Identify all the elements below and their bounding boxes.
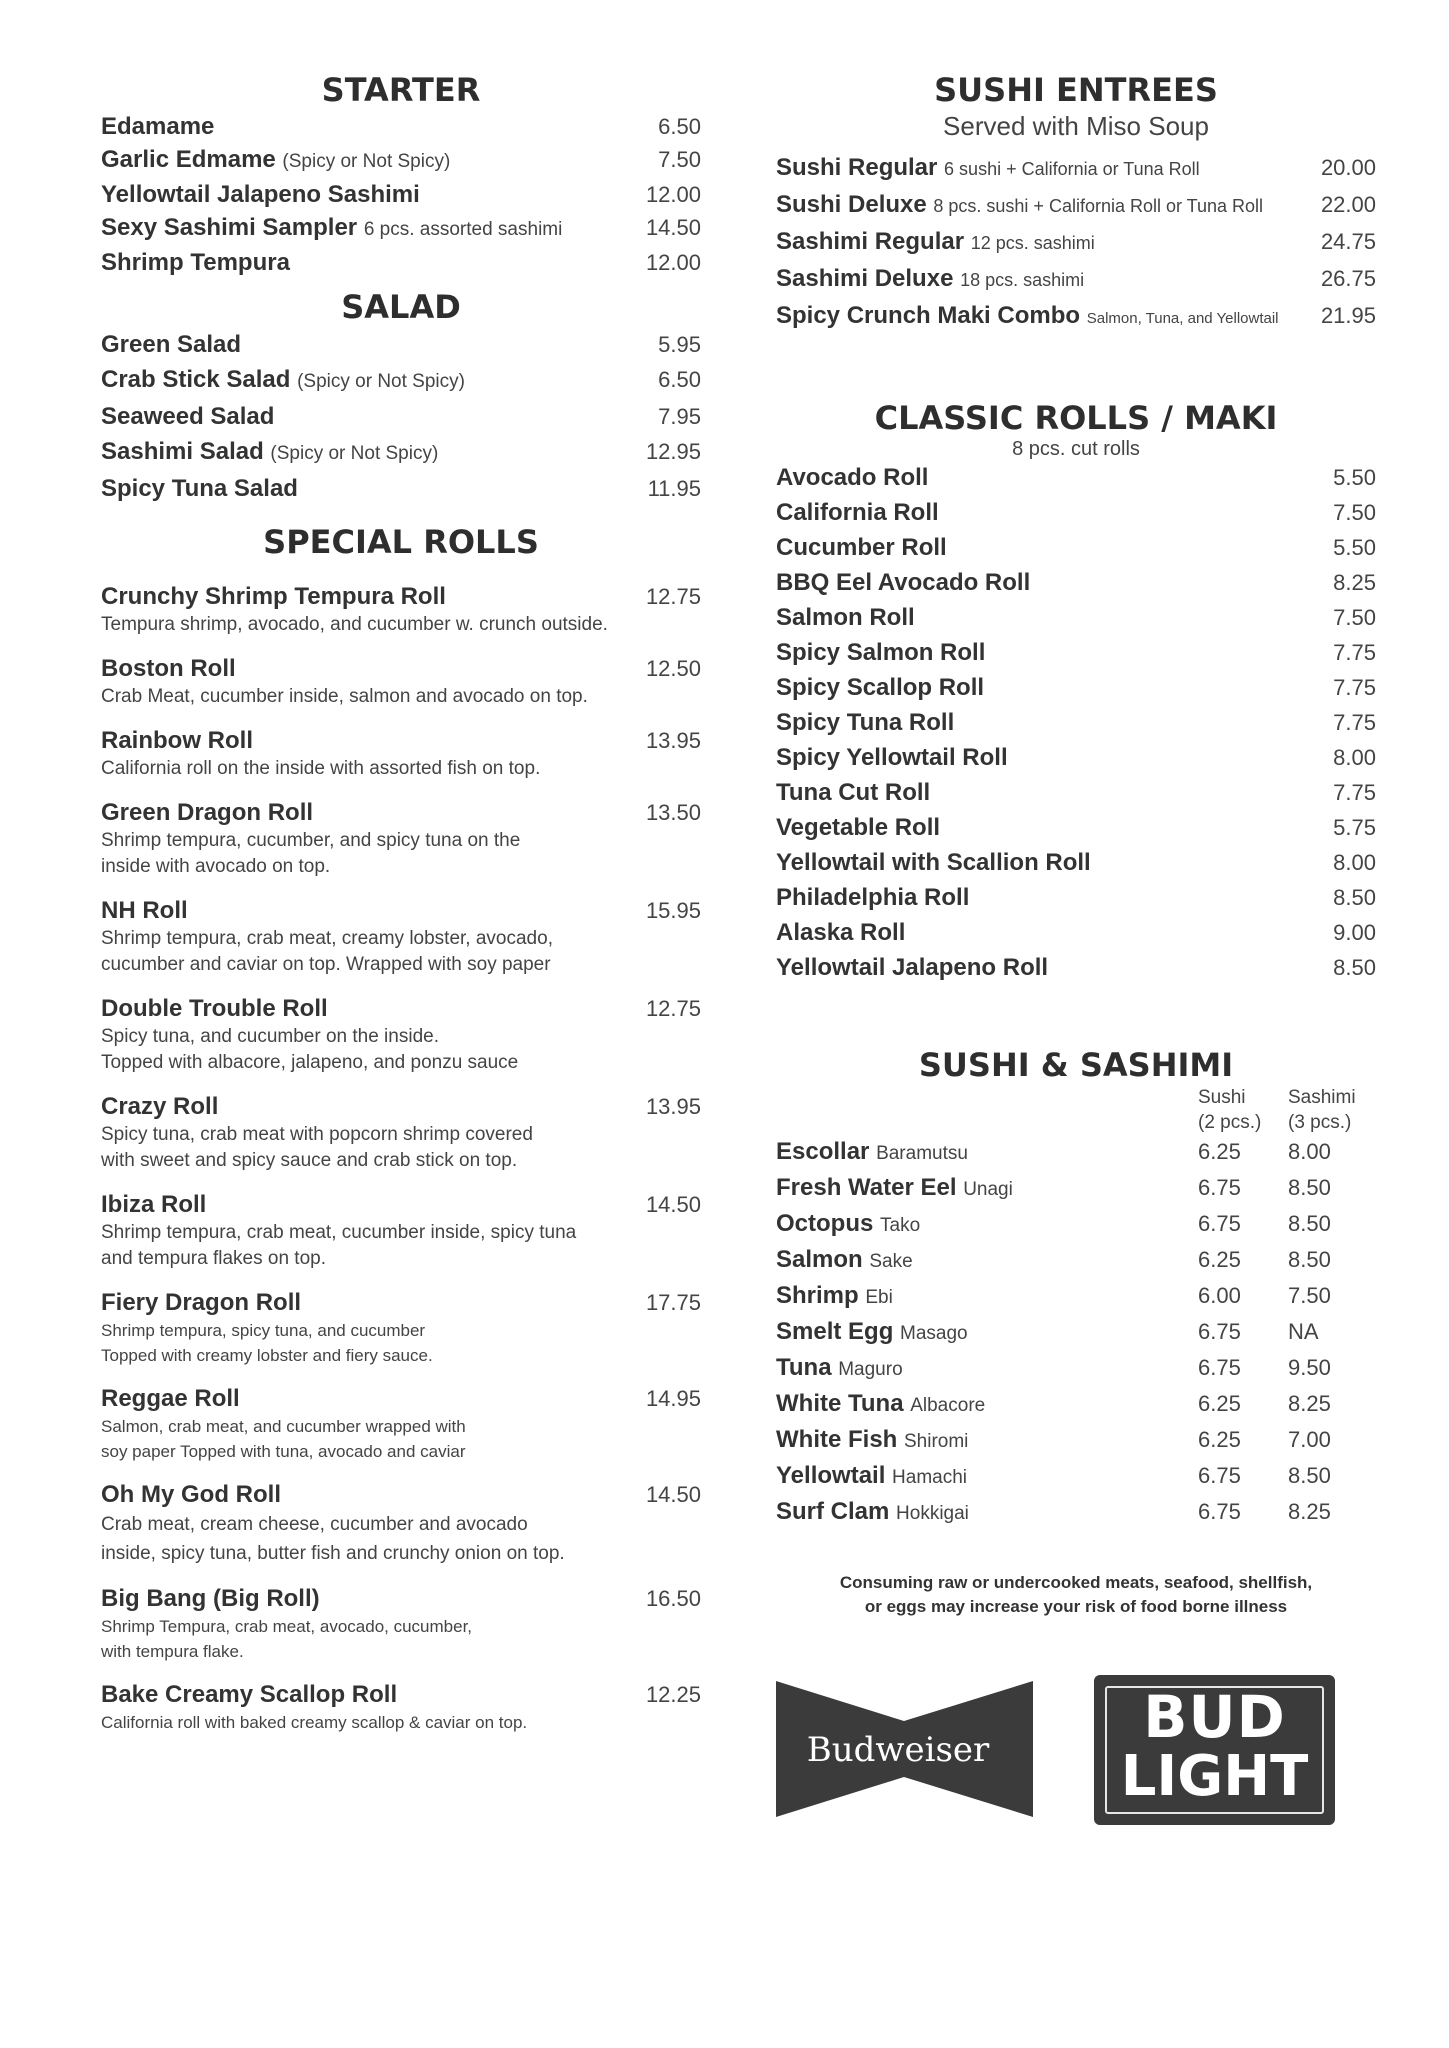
item-note: (Spicy or Not Spicy) xyxy=(297,371,465,392)
item-name: Yellowtail with Scallion Roll xyxy=(776,849,1091,876)
table-row: Escollar Baramutsu 6.25 8.00 xyxy=(776,1138,1331,1165)
table-row: Salmon Sake 6.25 8.50 xyxy=(776,1246,1331,1273)
item-price: 12.50 xyxy=(645,656,701,681)
item-price: 8.00 xyxy=(1333,850,1376,875)
item-name: NH Roll xyxy=(101,897,188,924)
item-description: Shrimp tempura, spicy tuna, and cucumber Topped with creamy lobster and fiery sauce. xyxy=(101,1321,433,1365)
item-price: 6.50 xyxy=(658,367,701,392)
menu-item xyxy=(776,635,1376,670)
item-price: 7.75 xyxy=(1333,710,1376,735)
item-name: Fiery Dragon Roll xyxy=(101,1289,302,1316)
menu-item xyxy=(776,845,1376,880)
menu-item xyxy=(101,327,701,362)
menu-item xyxy=(776,740,1376,775)
item-price: 9.00 xyxy=(1333,920,1376,945)
item-description: California roll on the inside with assorted fish on top. xyxy=(101,758,541,779)
item-note: 6 sushi + California or Tuna Roll xyxy=(944,159,1200,179)
menu-item xyxy=(776,810,1376,845)
roll-item xyxy=(101,582,701,638)
salad-title: SALAD xyxy=(341,288,461,326)
svg-text:Budweiser: Budweiser xyxy=(806,1730,990,1770)
item-name: BBQ Eel Avocado Roll xyxy=(776,569,1031,596)
item-note: (Spicy or Not Spicy) xyxy=(282,151,451,172)
item-price: 13.95 xyxy=(645,1094,701,1119)
item-name: Seaweed Salad xyxy=(101,403,275,430)
roll-item xyxy=(101,1480,701,1568)
item-price: 7.75 xyxy=(1333,780,1376,805)
item-note: 18 pcs. sashimi xyxy=(960,270,1085,290)
item-name: Spicy Salmon Roll xyxy=(776,639,986,666)
item-price: 7.95 xyxy=(658,404,701,429)
item-price: 17.75 xyxy=(645,1290,701,1315)
item-name: Spicy Crunch Maki Combo Salmon, Tuna, and Yellowtail xyxy=(776,302,1279,329)
item-description: Crab Meat, cucumber inside, salmon and avocado on top. xyxy=(101,686,588,707)
table-row: Yellowtail Hamachi 6.75 8.50 xyxy=(776,1462,1331,1489)
right-column xyxy=(776,70,1376,1825)
item-name: Sushi Deluxe 8 pcs. sushi + California Roll or Tuna Roll xyxy=(776,191,1264,218)
item-name: Sashimi Salad (Spicy or Not Spicy) xyxy=(101,438,439,465)
bud-light-logo: BUD LIGHT xyxy=(1094,1675,1335,1825)
sushi-entrees-subtitle: Served with Miso Soup xyxy=(943,111,1209,141)
menu-item xyxy=(101,471,701,506)
item-name: Crab Stick Salad (Spicy or Not Spicy) xyxy=(101,366,465,393)
item-price: 7.50 xyxy=(1333,605,1376,630)
item-price: 21.95 xyxy=(1320,303,1376,328)
item-price: 20.00 xyxy=(1320,155,1376,180)
item-price: 5.95 xyxy=(658,332,701,357)
menu-item xyxy=(776,950,1376,985)
table-row: White Fish Shiromi 6.25 7.00 xyxy=(776,1426,1331,1453)
menu-item xyxy=(776,915,1376,950)
menu-item xyxy=(101,399,701,434)
item-name: Bake Creamy Scallop Roll xyxy=(101,1681,398,1708)
menu-item xyxy=(776,670,1376,705)
item-price: 6.50 xyxy=(658,114,701,139)
item-price: 15.95 xyxy=(645,898,701,923)
item-description: Shrimp tempura, crab meat, cucumber inside, spicy tuna and tempura flakes on top. xyxy=(101,1222,577,1269)
item-name: Salmon Roll xyxy=(776,604,915,631)
item-name: Vegetable Roll xyxy=(776,814,941,841)
item-name: Rainbow Roll xyxy=(101,727,253,754)
item-description: Shrimp tempura, cucumber, and spicy tuna on the inside with avocado on top. xyxy=(101,830,521,877)
item-description: Crab meat, cream cheese, cucumber and avocado inside, spicy tuna, butter fish and crunchy onion on top. xyxy=(101,1514,565,1564)
starter-title: STARTER xyxy=(321,71,481,109)
menu-item xyxy=(776,705,1376,740)
table-row: Tuna Maguro 6.75 9.50 xyxy=(776,1354,1331,1381)
starter-list xyxy=(101,110,701,279)
item-price: 16.50 xyxy=(645,1586,701,1611)
item-price: 12.95 xyxy=(645,439,701,464)
roll-item xyxy=(101,1288,701,1368)
food-safety-warning: Consuming raw or undercooked meats, seafood, shellfish, or eggs may increase your risk of food borne illness xyxy=(839,1573,1313,1616)
item-price: 7.75 xyxy=(1333,640,1376,665)
item-price: 12.25 xyxy=(645,1682,701,1707)
sashimi-column-header: Sashimi (3 pcs.) xyxy=(1288,1087,1356,1133)
item-name: Edamame xyxy=(101,113,215,140)
item-note: 8 pcs. sushi + California Roll or Tuna Roll xyxy=(933,196,1264,216)
menu-item xyxy=(101,178,701,211)
sushi-entrees-list xyxy=(776,150,1376,336)
menu-item xyxy=(101,143,701,178)
menu-item xyxy=(101,362,701,399)
item-price: 24.75 xyxy=(1320,229,1376,254)
item-price: 11.95 xyxy=(647,476,701,501)
roll-item xyxy=(101,798,701,880)
sushi-entrees-title: SUSHI ENTREES xyxy=(934,71,1218,109)
sushi-sashimi-list xyxy=(776,1135,1376,1531)
menu-item xyxy=(776,460,1376,495)
table-row: Smelt Egg Masago 6.75 NA xyxy=(776,1318,1319,1345)
item-name: Philadelphia Roll xyxy=(776,884,970,911)
item-description: Spicy tuna, and cucumber on the inside. Topped with albacore, jalapeno, and ponzu sauce xyxy=(101,1026,519,1073)
menu-item xyxy=(776,187,1376,224)
item-price: 13.95 xyxy=(645,728,701,753)
item-note: 6 pcs. assorted sashimi xyxy=(363,219,563,240)
table-row: Surf Clam Hokkigai 6.75 8.25 xyxy=(776,1498,1331,1525)
classic-rolls-subtitle: 8 pcs. cut rolls xyxy=(1012,438,1140,460)
item-price: 22.00 xyxy=(1320,192,1376,217)
item-price: 13.50 xyxy=(645,800,701,825)
item-price: 12.00 xyxy=(645,182,701,207)
salad-list xyxy=(101,327,701,506)
menu-item xyxy=(776,530,1376,565)
table-row: Shrimp Ebi 6.00 7.50 xyxy=(776,1282,1331,1309)
beer-logos xyxy=(776,1675,1376,1825)
item-name: Big Bang (Big Roll) xyxy=(101,1585,320,1612)
item-name: Crunchy Shrimp Tempura Roll xyxy=(101,583,446,610)
item-name: Sushi Regular 6 sushi + California or Tuna Roll xyxy=(776,154,1200,181)
item-note: 12 pcs. sashimi xyxy=(970,233,1095,253)
item-price: 14.95 xyxy=(645,1386,701,1411)
menu-item xyxy=(101,211,701,246)
menu-item xyxy=(776,775,1376,810)
item-name: California Roll xyxy=(776,499,939,526)
item-name: Tuna Cut Roll xyxy=(776,779,931,806)
item-price: 8.00 xyxy=(1333,745,1376,770)
item-price: 7.50 xyxy=(658,147,701,172)
menu-item xyxy=(776,150,1376,187)
roll-item xyxy=(101,1092,701,1174)
item-name: Sashimi Deluxe 18 pcs. sashimi xyxy=(776,265,1085,292)
item-price: 7.50 xyxy=(1333,500,1376,525)
menu-item xyxy=(776,224,1376,261)
sushi-column-header: Sushi (2 pcs.) xyxy=(1198,1087,1262,1133)
item-name: Yellowtail Jalapeno Sashimi xyxy=(101,181,420,208)
menu-item xyxy=(776,495,1376,530)
budweiser-logo xyxy=(776,1681,1033,1817)
item-name: Oh My God Roll xyxy=(101,1481,281,1508)
special-rolls-list xyxy=(101,582,701,1735)
item-name: Ibiza Roll xyxy=(101,1191,207,1218)
item-name: Double Trouble Roll xyxy=(101,995,328,1022)
item-name: Sashimi Regular 12 pcs. sashimi xyxy=(776,228,1095,255)
roll-item xyxy=(101,1190,701,1272)
item-price: 12.75 xyxy=(645,584,701,609)
menu-item xyxy=(101,110,701,143)
special-rolls-title: SPECIAL ROLLS xyxy=(263,523,539,561)
item-description: Spicy tuna, crab meat with popcorn shrimp covered with sweet and spicy sauce and crab stick on top. xyxy=(101,1124,533,1171)
item-name: Spicy Tuna Salad xyxy=(101,475,298,502)
roll-item xyxy=(101,1584,701,1664)
item-name: Reggae Roll xyxy=(101,1385,240,1412)
item-name: Spicy Tuna Roll xyxy=(776,709,955,736)
item-price: 5.50 xyxy=(1333,465,1376,490)
menu-item xyxy=(776,600,1376,635)
menu-item xyxy=(101,434,701,471)
roll-item xyxy=(101,726,701,782)
item-description: Shrimp tempura, crab meat, creamy lobster, avocado, cucumber and caviar on top. Wrapped with soy paper xyxy=(101,928,553,975)
roll-item xyxy=(101,994,701,1076)
classic-rolls-list xyxy=(776,460,1376,985)
item-name: Boston Roll xyxy=(101,655,236,682)
item-name: Sexy Sashimi Sampler 6 pcs. assorted sashimi xyxy=(101,214,563,241)
item-description: Shrimp Tempura, crab meat, avocado, cucumber, with tempura flake. xyxy=(101,1617,473,1661)
item-price: 5.75 xyxy=(1333,815,1376,840)
item-price: 26.75 xyxy=(1320,266,1376,291)
classic-rolls-title: CLASSIC ROLLS / MAKI xyxy=(874,399,1278,437)
item-name: Avocado Roll xyxy=(776,464,929,491)
left-column xyxy=(101,70,701,1735)
item-price: 7.75 xyxy=(1333,675,1376,700)
item-name: Garlic Edmame (Spicy or Not Spicy) xyxy=(101,146,451,173)
item-description: California roll with baked creamy scallop & caviar on top. xyxy=(101,1713,528,1732)
item-price: 12.75 xyxy=(645,996,701,1021)
roll-item xyxy=(101,654,701,710)
item-price: 5.50 xyxy=(1333,535,1376,560)
item-name: Green Salad xyxy=(101,331,242,358)
item-price: 8.50 xyxy=(1333,885,1376,910)
item-description: Salmon, crab meat, and cucumber wrapped with soy paper Topped with tuna, avocado and caviar xyxy=(101,1417,466,1461)
item-price: 14.50 xyxy=(645,1482,701,1507)
item-description: Tempura shrimp, avocado, and cucumber w. crunch outside. xyxy=(101,614,608,635)
item-name: Yellowtail Jalapeno Roll xyxy=(776,954,1049,981)
item-price: 8.50 xyxy=(1333,955,1376,980)
menu-item xyxy=(776,880,1376,915)
menu-item xyxy=(776,565,1376,600)
item-name: Green Dragon Roll xyxy=(101,799,314,826)
sushi-sashimi-column-headers xyxy=(776,1085,1376,1135)
item-name: Spicy Yellowtail Roll xyxy=(776,744,1008,771)
menu-item xyxy=(101,246,701,279)
item-name: Cucumber Roll xyxy=(776,534,947,561)
item-note: (Spicy or Not Spicy) xyxy=(270,443,439,464)
roll-item xyxy=(101,1384,701,1464)
item-price: 8.25 xyxy=(1333,570,1376,595)
table-row: Octopus Tako 6.75 8.50 xyxy=(776,1210,1331,1237)
item-name: Crazy Roll xyxy=(101,1093,219,1120)
item-name: Spicy Scallop Roll xyxy=(776,674,985,701)
roll-item xyxy=(101,1680,701,1735)
item-price: 12.00 xyxy=(645,250,701,275)
roll-item xyxy=(101,896,701,978)
sushi-sashimi-title: SUSHI & SASHIMI xyxy=(918,1046,1234,1084)
item-name: Shrimp Tempura xyxy=(101,249,290,276)
item-price: 14.50 xyxy=(645,215,701,240)
item-price: 14.50 xyxy=(645,1192,701,1217)
item-name: Alaska Roll xyxy=(776,919,906,946)
item-note: Salmon, Tuna, and Yellowtail xyxy=(1086,310,1279,327)
menu-item xyxy=(776,261,1376,298)
table-row: White Tuna Albacore 6.25 8.25 xyxy=(776,1390,1331,1417)
menu-item xyxy=(776,298,1376,336)
table-row: Fresh Water Eel Unagi 6.75 8.50 xyxy=(776,1174,1331,1201)
